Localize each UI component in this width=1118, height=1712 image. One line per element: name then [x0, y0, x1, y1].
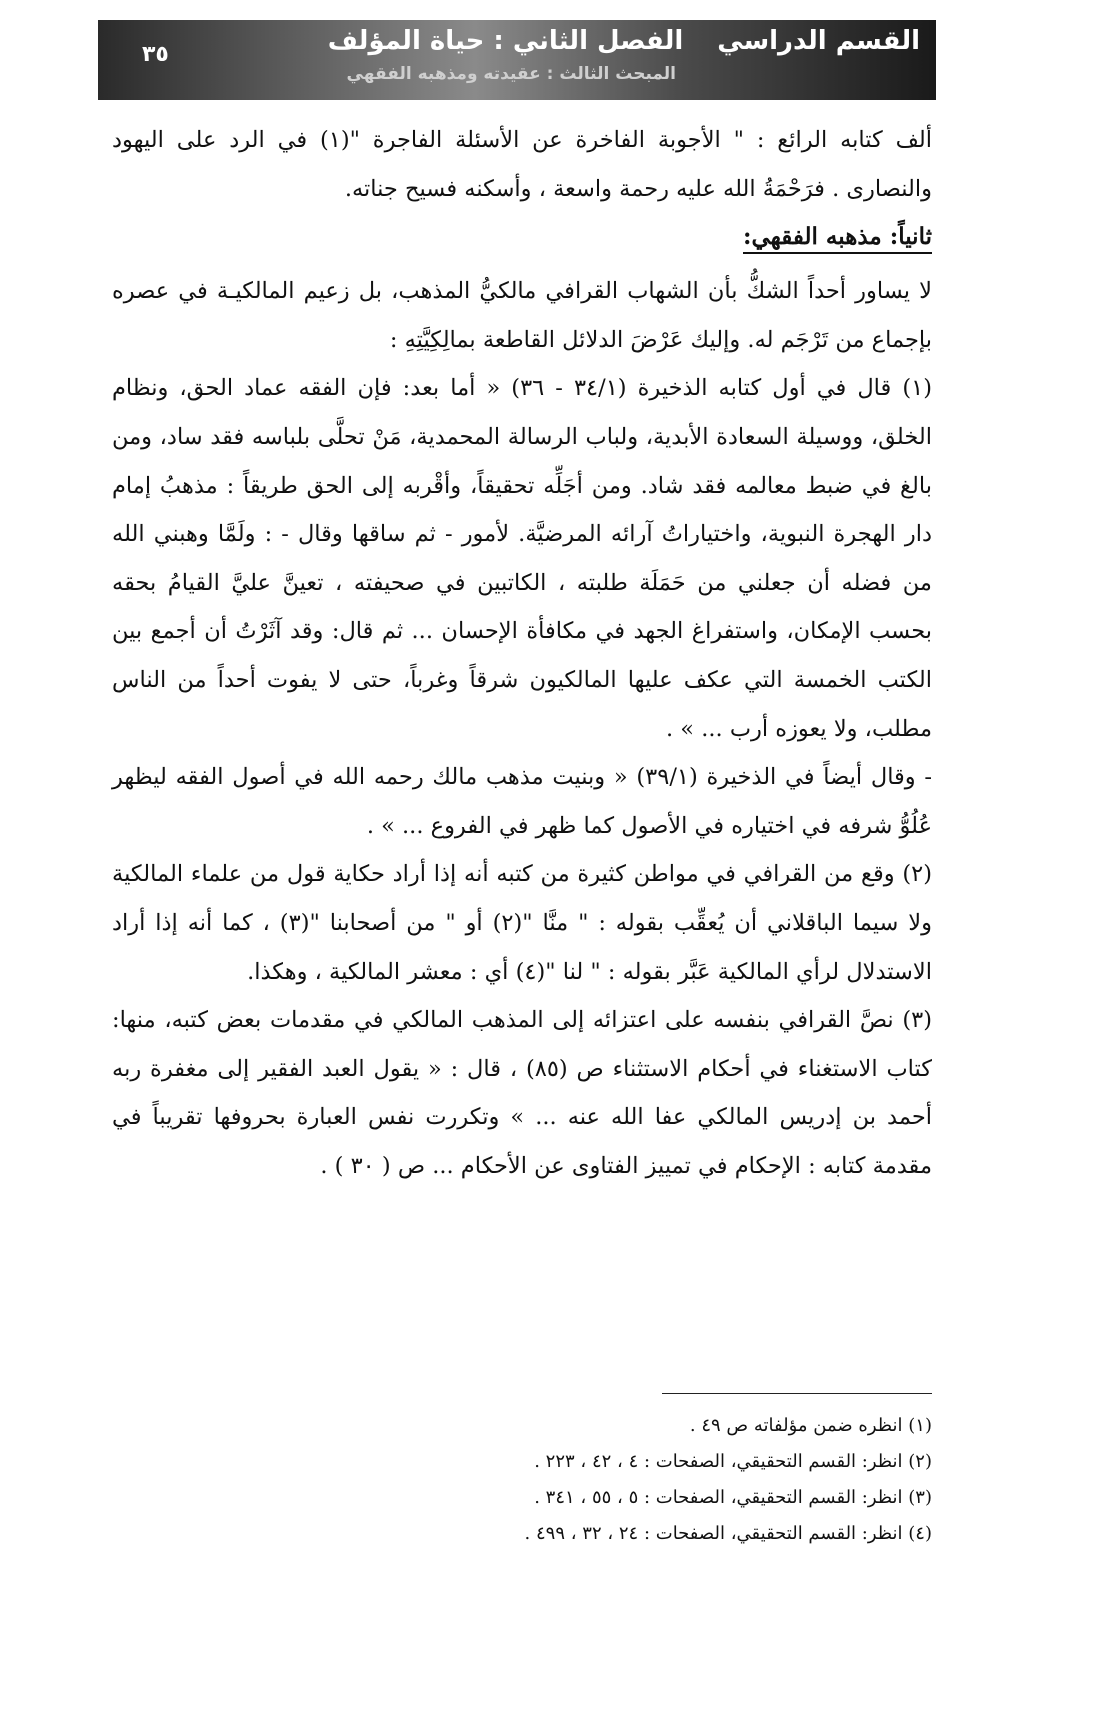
paragraph-2: لا يساور أحداً الشكُّ بأن الشهاب القرافي مالكيُّ المذهب، بل زعيم المالكيـة في عصره بإجماع من تَرْجَم له. وإليك عَرْضَ الدلائل القاطعة بمالِكِيَّتِهِ : — [112, 278, 932, 353]
header-subsection-title: المبحث الثالث : عقيدته ومذهبه الفقهي — [346, 64, 676, 84]
running-header — [98, 20, 936, 100]
paragraph-4: - وقال أيضاً في الذخيرة (٣٩/١) « وبنيت مذهب مالك رحمه الله في أصول الفقه ليظهر عُلُوُّ شرفه في اختياره في الأصول كما ظهر في الفروع ... » . — [112, 764, 932, 839]
main-text — [112, 116, 932, 1190]
footnotes — [112, 1408, 932, 1552]
page-number: ٣٥ — [142, 42, 169, 67]
paragraph-6: (٣) نصَّ القرافي بنفسه على اعتزائه إلى المذهب المالكي في مقدمات بعض كتبه، منها: كتاب الاستغناء في أحكام الاستثناء ص (٨٥) ، قال : « يقول العبد الفقير إلى مغفرة ربه أحمد بن إدريس المالكي عفا الله عنه ... » وتكررت نفس العبارة بحروفها تقريباً في مقدمة كتابه : الإحكام في تمييز الفتاوى عن الأحكام ... ص ( ٣٠ ) . — [112, 1007, 932, 1179]
header-section-title: القسم الدراسي — [717, 26, 920, 56]
header-titles — [300, 26, 920, 56]
paragraph-1: ألف كتابه الرائع : " الأجوبة الفاخرة عن الأسئلة الفاجرة "(١) في الرد على اليهود والنصارى . فرَحْمَةُ الله عليه رحمة واسعة ، وأسكنه فسيح جناته. — [112, 127, 933, 202]
paragraph-3: (١) قال في أول كتابه الذخيرة (٣٤/١ - ٣٦) « أما بعد: فإن الفقه عماد الحق، ونظام الخلق، ووسيلة السعادة الأبدية، ولباب الرسالة المحمدية، مَنْ تحلَّى بلباسه فقد ساد، ومن بالغ في ضبط معالمه فقد شاد. ومن أجَلِّه تحقيقاً، وأقْربه إلى الحق طريقاً : مذهبُ إمام دار الهجرة النبوية، واختياراتُ آرائه المرضيَّة. لأمور - ثم ساقها وقال - : ولَمَّا وهبني الله من فضله أن جعلني من حَمَلَة طلبته ، الكاتبين في صحيفته ، تعينَّ عليَّ القيامُ بحقه بحسب الإمكان، واستفراغ الجهد في مكافأة الإحسان ... ثم قال: وقد آثَرْتُ أن أجمع بين الكتب الخمسة التي عكف عليها المالكيون شرقاً وغرباً، حتى لا يفوت أحداً من الناس مطلب، ولا يعوزه أرب ... » . — [112, 375, 932, 742]
footnote-1: (١) انظره ضمن مؤلفاته ص ٤٩ . — [689, 1415, 932, 1436]
footnote-4: (٤) انظر: القسم التحقيقي، الصفحات : ٢٤ ، ٣٢ ، ٤٩٩ . — [524, 1523, 932, 1544]
footnote-3: (٣) انظر: القسم التحقيقي، الصفحات : ٥ ، ٥٥ ، ٣٤١ . — [534, 1487, 932, 1508]
footnote-2: (٢) انظر: القسم التحقيقي، الصفحات : ٤ ، ٤٢ ، ٢٢٣ . — [534, 1451, 932, 1472]
header-chapter-title: الفصل الثاني : حياة المؤلف — [327, 26, 684, 56]
footnote-divider — [662, 1393, 932, 1394]
section-heading-text: ثانياً: مذهبه الفقهي: — [743, 223, 932, 254]
paragraph-5: (٢) وقع من القرافي في مواطن كثيرة من كتبه أنه إذا أراد حكاية قول من علماء المالكية ولا سيما الباقلاني أن يُعقِّب بقوله : " منَّا "(٢) أو " من أصحابنا "(٣) ، كما أنه إذا أراد الاستدلال لرأي المالكية عَبَّر بقوله : " لنا "(٤) أي : معشر المالكية ، وهكذا. — [112, 861, 932, 985]
section-heading — [112, 213, 932, 261]
